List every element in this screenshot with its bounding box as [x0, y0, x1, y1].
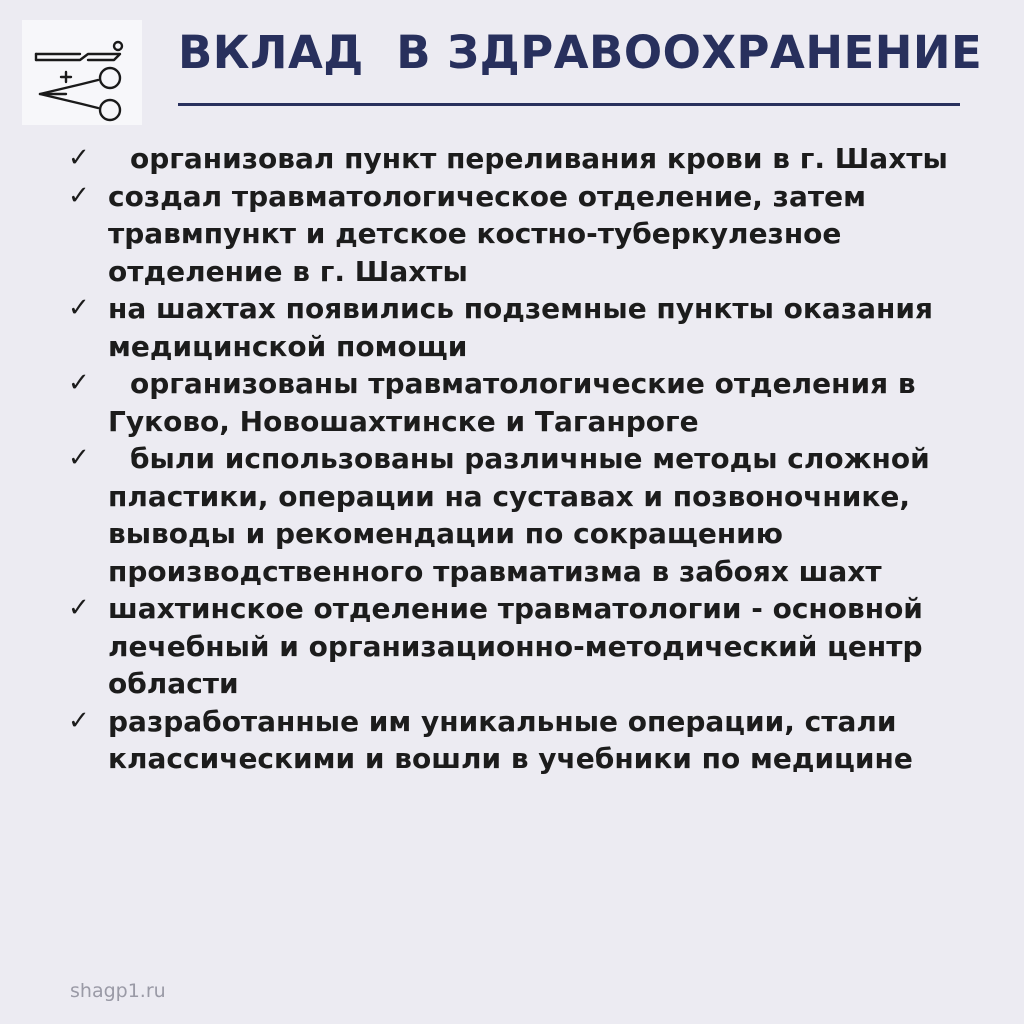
check-icon: ✓	[68, 368, 90, 398]
list-item-text: разработанные им уникальные операции, стали классическими и вошли в учебники по медицине	[108, 704, 913, 775]
contribution-list	[68, 140, 968, 778]
list-item-text: создал травматологическое отделение, затем травмпункт и детское костно-туберкулезное отделение в г. Шахты	[108, 179, 866, 288]
list-item-text: были использованы различные методы сложной пластики, операции на суставах и позвоночнике, выводы и рекомендации по сокращению производственного травматизма в забоях шахт	[108, 442, 930, 588]
list-item-text: организовал пункт переливания крови в г. Шахты	[130, 142, 948, 175]
page-title: ВКЛАД В ЗДРАВООХРАНЕНИЕ	[178, 26, 983, 79]
site-watermark: shagp1.ru	[70, 980, 166, 1002]
title-underline	[178, 103, 960, 106]
list-item	[68, 440, 968, 590]
surgical-instruments-icon	[22, 20, 142, 125]
list-item	[68, 365, 968, 440]
check-icon: ✓	[68, 180, 90, 211]
list-item	[68, 703, 968, 778]
list-item	[68, 590, 968, 703]
list-item	[68, 140, 968, 178]
list-item-text: организованы травматологические отделения в Гуково, Новошахтинске и Таганроге	[108, 367, 916, 438]
check-icon: ✓	[68, 443, 90, 473]
check-icon: ✓	[68, 593, 90, 623]
check-icon: ✓	[68, 293, 90, 323]
check-icon: ✓	[68, 705, 90, 736]
list-item	[68, 178, 968, 291]
list-item-text: на шахтах появились подземные пункты оказания медицинской помощи	[108, 292, 933, 363]
check-icon: ✓	[68, 143, 90, 173]
list-item-text: шахтинское отделение травматологии - основной лечебный и организационно-методический центр области	[108, 592, 923, 700]
list-item	[68, 290, 968, 365]
